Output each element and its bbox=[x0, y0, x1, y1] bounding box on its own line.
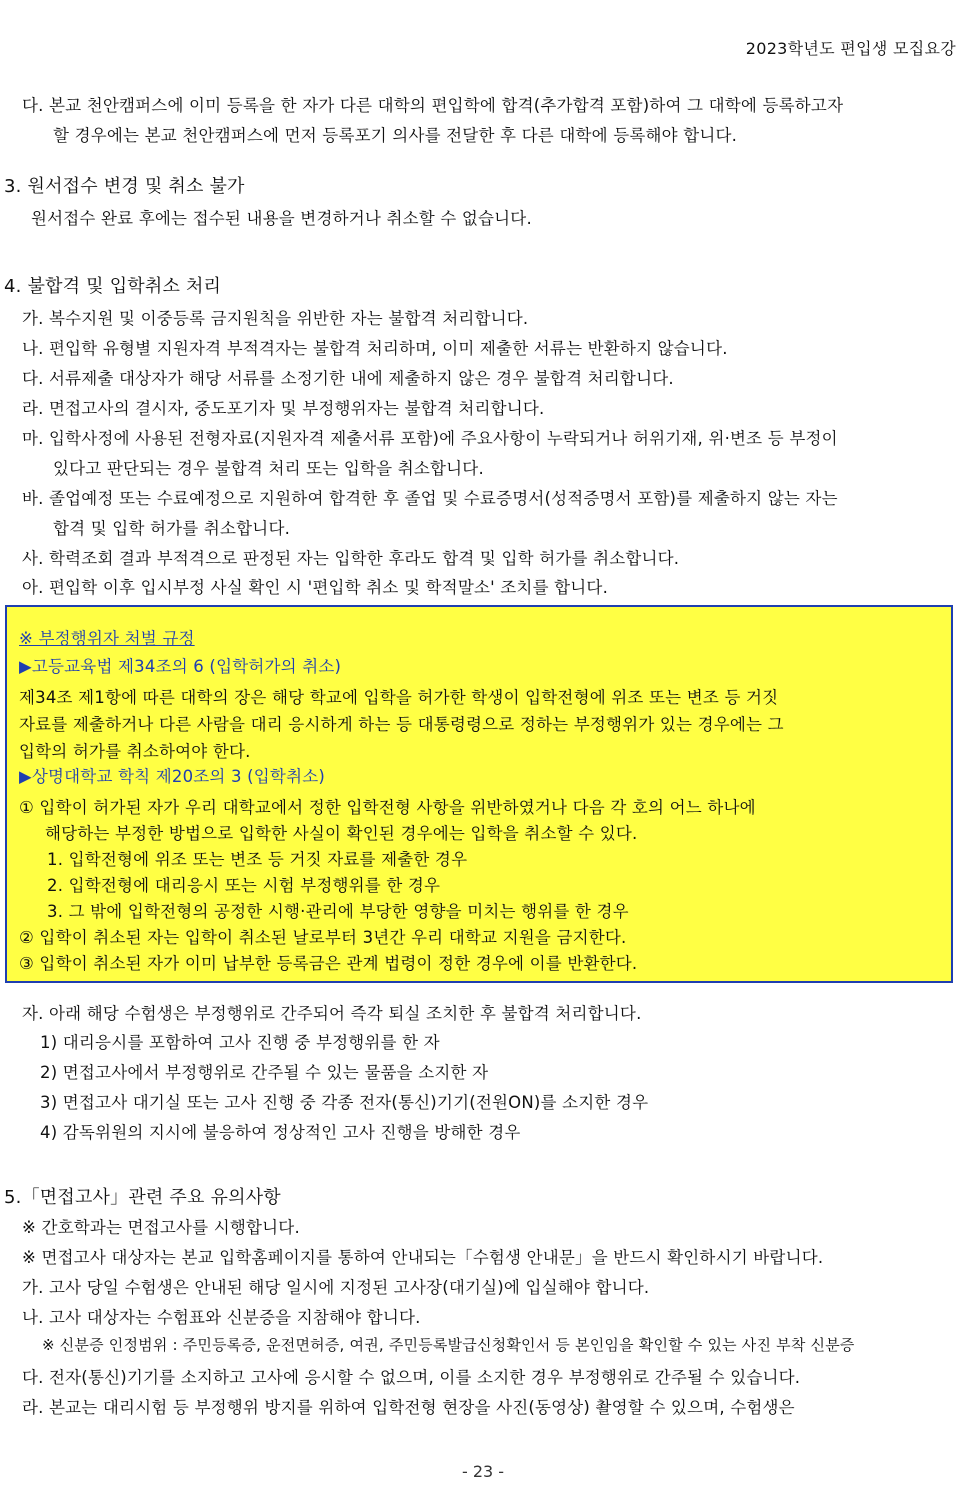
section-4-item: 가. 복수지원 및 이중등록 금지원칙을 위반한 자는 불합격 처리합니다. bbox=[22, 309, 529, 328]
section-5-line: ※ 간호학과는 면접고사를 시행합니다. bbox=[22, 1218, 300, 1237]
law1-line: 제34조 제1항에 따른 대학의 장은 해당 학교에 입학을 허가한 학생이 입학전형에 위조 또는 변조 등 거짓 bbox=[19, 688, 779, 707]
section-4-item: 마. 입학사정에 사용된 전형자료(지원자격 제출서류 포함)에 주요사항이 누락되거나 허위기재, 위·변조 등 부정이 bbox=[22, 429, 838, 448]
section-4-item-ja: 자. 아래 해당 수험생은 부정행위로 간주되어 즉각 퇴실 조치한 후 불합격 처리합니다. bbox=[22, 1004, 642, 1023]
section-5-line: 라. 본교는 대리시험 등 부정행위 방지를 위하여 입학전형 현장을 사진(동영상) 촬영할 수 있으며, 수험생은 bbox=[22, 1398, 795, 1417]
section-4-item-cont: 합격 및 입학 허가를 취소합니다. bbox=[53, 519, 291, 538]
section-5-title: 5.「면접고사」관련 주요 유의사항 bbox=[4, 1187, 281, 1208]
section-5-line: 다. 전자(통신)기기를 소지하고 고사에 응시할 수 없으며, 이를 소지한 경우 부정행위로 간주될 수 있습니다. bbox=[22, 1368, 801, 1387]
law2-line: ① 입학이 허가된 자가 우리 대학교에서 정한 입학전형 사항을 위반하였거나 다음 각 호의 어느 하나에 bbox=[19, 798, 756, 817]
section-5-line: 나. 고사 대상자는 수험표와 신분증을 지참해야 합니다. bbox=[22, 1308, 421, 1327]
law2-subitem: 3. 그 밖에 입학전형의 공정한 시행·관리에 부당한 영향을 미치는 행위를 한 경우 bbox=[47, 902, 629, 921]
section-3-body: 원서접수 완료 후에는 접수된 내용을 변경하거나 취소할 수 없습니다. bbox=[31, 209, 532, 228]
law1-line: 자료를 제출하거나 다른 사람을 대리 응시하게 하는 등 대통령령으로 정하는 부정행위가 있는 경우에는 그 bbox=[19, 715, 784, 734]
ja-subitem: 3) 면접고사 대기실 또는 고사 진행 중 각종 전자(통신)기기(전원ON)를 소지한 경우 bbox=[40, 1093, 649, 1112]
intro-item-da-cont: 할 경우에는 본교 천안캠퍼스에 먼저 등록포기 의사를 전달한 후 다른 대학에 등록해야 합니다. bbox=[53, 126, 738, 145]
law2-line: ② 입학이 취소된 자는 입학이 취소된 날로부터 3년간 우리 대학교 지원을 금지한다. bbox=[19, 928, 627, 947]
intro-item-da: 다. 본교 천안캠퍼스에 이미 등록을 한 자가 다른 대학의 편입학에 합격(추가합격 포함)하여 그 대학에 등록하고자 bbox=[22, 96, 844, 115]
law2-subitem: 2. 입학전형에 대리응시 또는 시험 부정행위를 한 경우 bbox=[47, 876, 441, 895]
section-4-item: 나. 편입학 유형별 지원자격 부적격자는 불합격 처리하며, 이미 제출한 서류는 반환하지 않습니다. bbox=[22, 339, 728, 358]
section-5-note: ※ 신분증 인정범위 : 주민등록증, 운전면허증, 여권, 주민등록발급신청확인서 등 본인임을 확인할 수 있는 사진 부착 신분증 bbox=[42, 1336, 855, 1354]
ja-subitem: 1) 대리응시를 포함하여 고사 진행 중 부정행위를 한 자 bbox=[40, 1033, 440, 1052]
penalty-notice-box bbox=[5, 605, 953, 983]
section-5-line: 가. 고사 당일 수험생은 안내된 해당 일시에 지정된 고사장(대기실)에 입실해야 합니다. bbox=[22, 1278, 650, 1297]
ja-subitem: 2) 면접고사에서 부정행위로 간주될 수 있는 물품을 소지한 자 bbox=[40, 1063, 489, 1082]
section-4-item: 사. 학력조회 결과 부적격으로 판정된 자는 입학한 후라도 합격 및 입학 허가를 취소합니다. bbox=[22, 549, 680, 568]
ja-subitem: 4) 감독위원의 지시에 불응하여 정상적인 고사 진행을 방해한 경우 bbox=[40, 1123, 521, 1142]
law2-subitem: 1. 입학전형에 위조 또는 변조 등 거짓 자료를 제출한 경우 bbox=[47, 850, 468, 869]
section-4-item-cont: 있다고 판단되는 경우 불합격 처리 또는 입학을 취소합니다. bbox=[53, 459, 484, 478]
law2-title: ▶상명대학교 학칙 제20조의 3 (입학취소) bbox=[19, 767, 325, 786]
section-5-line: ※ 면접고사 대상자는 본교 입학홈페이지를 통하여 안내되는「수험생 안내문」을 반드시 확인하시기 바랍니다. bbox=[22, 1248, 824, 1267]
law1-title: ▶고등교육법 제34조의 6 (입학허가의 취소) bbox=[19, 657, 342, 676]
section-4-item: 다. 서류제출 대상자가 해당 서류를 소정기한 내에 제출하지 않은 경우 불합격 처리합니다. bbox=[22, 369, 674, 388]
section-4-item: 바. 졸업예정 또는 수료예정으로 지원하여 합격한 후 졸업 및 수료증명서(성적증명서 포함)를 제출하지 않는 자는 bbox=[22, 489, 838, 508]
notice-title: ※ 부정행위자 처벌 규정 bbox=[19, 629, 195, 648]
law1-line: 입학의 허가를 취소하여야 한다. bbox=[19, 742, 251, 761]
law2-line: ③ 입학이 취소된 자가 이미 납부한 등록금은 관계 법령이 정한 경우에 이를 반환한다. bbox=[19, 954, 638, 973]
page-header: 2023학년도 편입생 모집요강 bbox=[745, 39, 956, 58]
section-4-title: 4. 불합격 및 입학취소 처리 bbox=[4, 276, 222, 297]
section-4-item: 아. 편입학 이후 입시부정 사실 확인 시 '편입학 취소 및 학적말소' 조치를 합니다. bbox=[22, 578, 609, 597]
section-4-item: 라. 면접고사의 결시자, 중도포기자 및 부정행위자는 불합격 처리합니다. bbox=[22, 399, 545, 418]
page-number: - 23 - bbox=[461, 1462, 505, 1481]
section-3-title: 3. 원서접수 변경 및 취소 불가 bbox=[4, 176, 245, 197]
law2-line: 해당하는 부정한 방법으로 입학한 사실이 확인된 경우에는 입학을 취소할 수 있다. bbox=[45, 824, 638, 843]
